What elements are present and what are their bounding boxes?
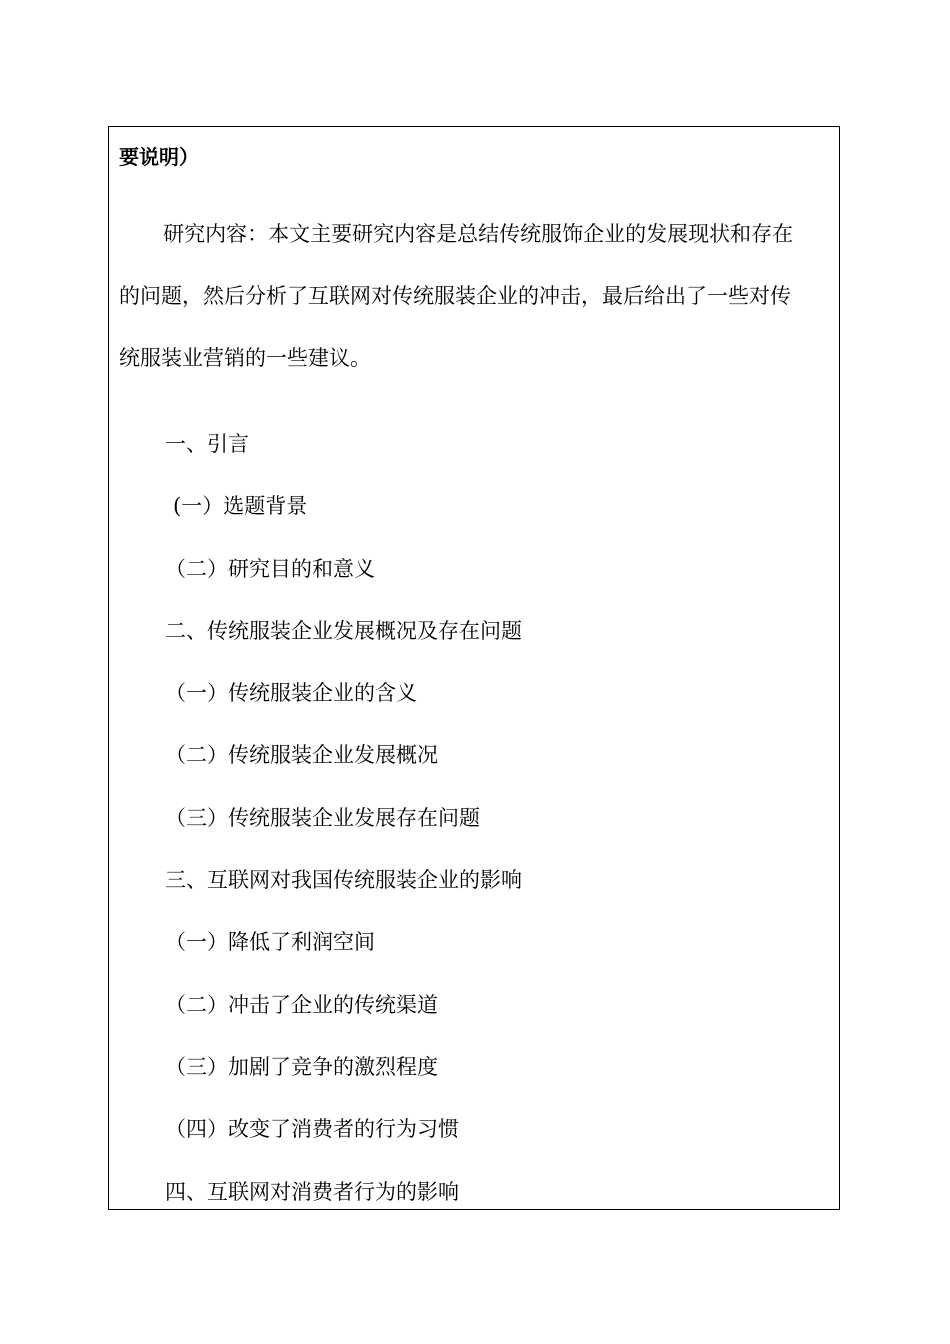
outline-item: （三）加剧了竞争的激烈程度 [165,1054,438,1079]
research-content-paragraph [119,203,831,389]
outline-item: 三、互联网对我国传统服装企业的影响 [165,868,522,893]
paragraph-line: 研究内容：本文主要研究内容是总结传统服饰企业的发展现状和存在 [163,222,794,246]
document-table-cell [108,126,840,1210]
outline-item: (一）选题背景 [173,494,308,519]
outline-item: （二）冲击了企业的传统渠道 [165,992,438,1017]
outline-item: （二）传统服装企业发展概况 [165,743,438,768]
outline-item: 一、引言 [165,432,249,456]
section-heading: 要说明） [119,145,199,169]
paragraph-line: 统服装业营销的一些建议。 [119,346,371,370]
outline-item: （四）改变了消费者的行为习惯 [165,1117,459,1142]
outline-item: （一）传统服装企业的含义 [165,681,417,706]
outline-list [165,413,522,1223]
outline-item: （二）研究目的和意义 [165,556,375,581]
paragraph-line: 的问题，然后分析了互联网对传统服装企业的冲击，最后给出了一些对传 [119,284,791,308]
outline-item: （一）降低了利润空间 [165,930,375,955]
outline-item: 二、传统服装企业发展概况及存在问题 [165,618,522,643]
outline-item: 四、互联网对消费者行为的影响 [165,1179,459,1204]
outline-item: （三）传统服装企业发展存在问题 [165,805,480,830]
